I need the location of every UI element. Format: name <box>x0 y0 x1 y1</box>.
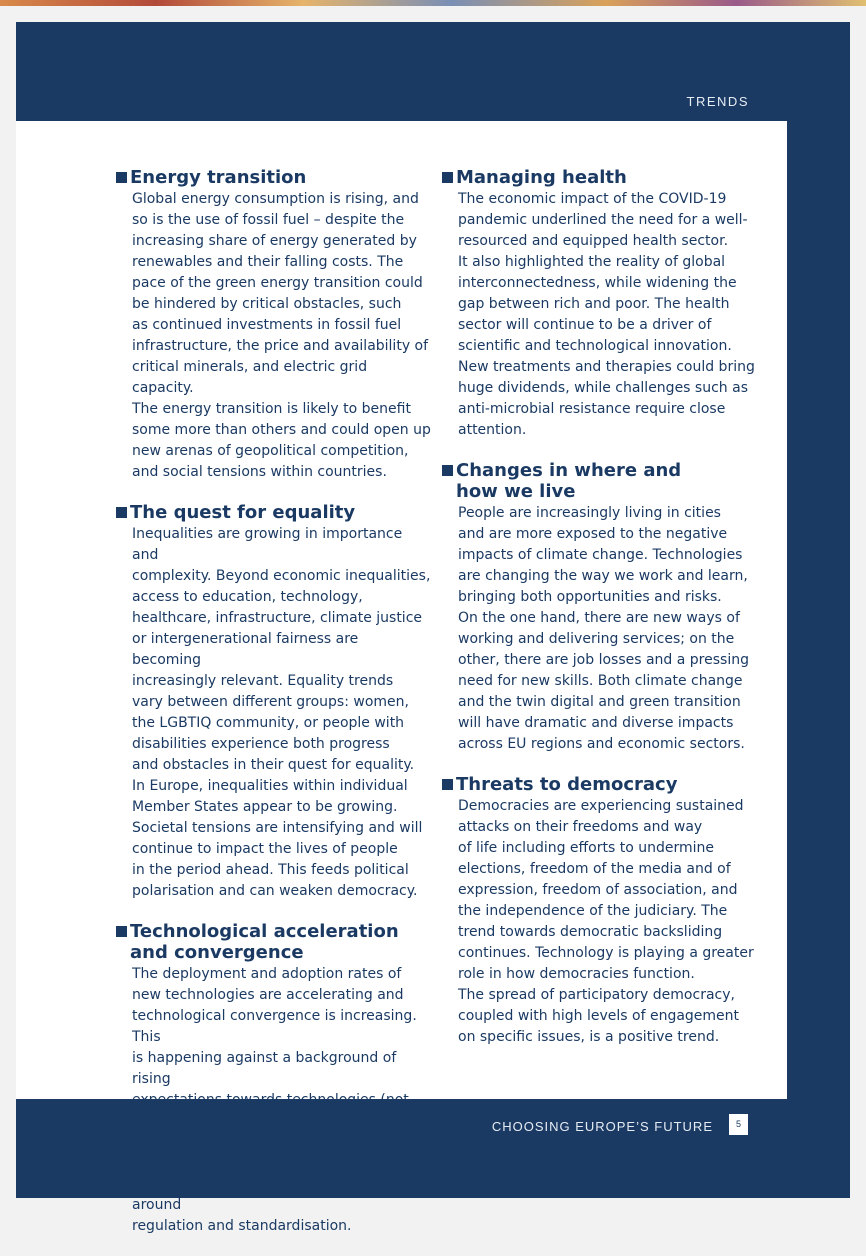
square-bullet-icon <box>442 172 453 183</box>
square-bullet-icon <box>116 507 127 518</box>
section-technological-acceleration <box>116 921 431 1237</box>
square-bullet-icon <box>442 465 453 476</box>
section-quest-for-equality <box>116 502 431 902</box>
section-title: The quest for equality <box>130 502 356 523</box>
cover-art-strip <box>0 0 866 6</box>
section-body: The deployment and adoption rates of new technologies are accelerating and technological convergence is increasing. This is happening against a background of rising expectations towards technologies (not least for the green transition), growing geopolitical technological rivalry, and challenges around regulation and standardisation. <box>132 966 417 1234</box>
section-body: The economic impact of the COVID-19 pandemic underlined the need for a well- resourced and equipped health sector. It also highlighted the reality of global interconnectedness, while widening the gap between rich and poor. The health sector will continue to be a driver of scientific and technological innovation. New treatments and therapies could bring huge dividends, while challenges such as anti-microbial resistance require close attention. <box>458 191 755 438</box>
left-column <box>116 167 431 1256</box>
right-column <box>442 167 762 1067</box>
section-title: Changes in where and how we live <box>456 460 682 502</box>
footer-title: CHOOSING EUROPE’S FUTURE <box>491 1119 713 1134</box>
section-title: Technological acceleration and convergence <box>130 921 399 963</box>
square-bullet-icon <box>116 172 127 183</box>
section-title: Threats to democracy <box>456 774 678 795</box>
section-changes-where-we-live <box>442 460 762 755</box>
section-body: People are increasingly living in cities and are more exposed to the negative impacts of climate change. Technologies are changing the way we work and learn, bringing both opportunities and risks. On the one hand, there are new ways of working and delivering services; on the other, there are job losses and a pressing need for new skills. Both climate change and the twin digital and green transition will have dramatic and diverse impacts across EU regions and economic sectors. <box>458 505 749 752</box>
section-body: Inequalities are growing in importance and complexity. Beyond economic inequalities, access to education, technology, healthcare, infrastructure, climate justice or intergenerational fairness are becoming increasingly relevant. Equality trends vary between different groups: women, the LGBTIQ community, or people with disabilities experience both progress and obstacles in their quest for equality. In Europe, inequalities within individual Member States appear to be growing. Societal tensions are intensifying and will continue to impact the lives of people in the period ahead. This feeds political polarisation and can weaken democracy. <box>132 526 431 899</box>
section-title: Energy transition <box>130 167 307 188</box>
document-page <box>16 22 850 1234</box>
square-bullet-icon <box>442 779 453 790</box>
section-body: Global energy consumption is rising, and so is the use of fossil fuel – despite the increasing share of energy generated by renewables and their falling costs. The pace of the green energy transition could be hindered by critical obstacles, such as continued investments in fossil fuel infrastructure, the price and availability of critical minerals, and electric grid capacity. The energy transition is likely to benefit some more than others and could open up new arenas of geopolitical competition, and social tensions within countries. <box>132 191 431 480</box>
section-managing-health <box>442 167 762 441</box>
section-body: Democracies are experiencing sustained attacks on their freedoms and way of life including efforts to undermine elections, freedom of the media and of expression, freedom of association, and the independence of the judiciary. The trend towards democratic backsliding continues. Technology is playing a greater role in how democracies function. The spread of participatory democracy, coupled with high levels of engagement on specific issues, is a positive trend. <box>458 798 754 1045</box>
section-energy-transition <box>116 167 431 483</box>
section-threats-to-democracy <box>442 774 762 1048</box>
square-bullet-icon <box>116 926 127 937</box>
section-header: TRENDS <box>686 94 749 109</box>
section-title: Managing health <box>456 167 627 188</box>
page-number: 5 <box>729 1114 748 1135</box>
